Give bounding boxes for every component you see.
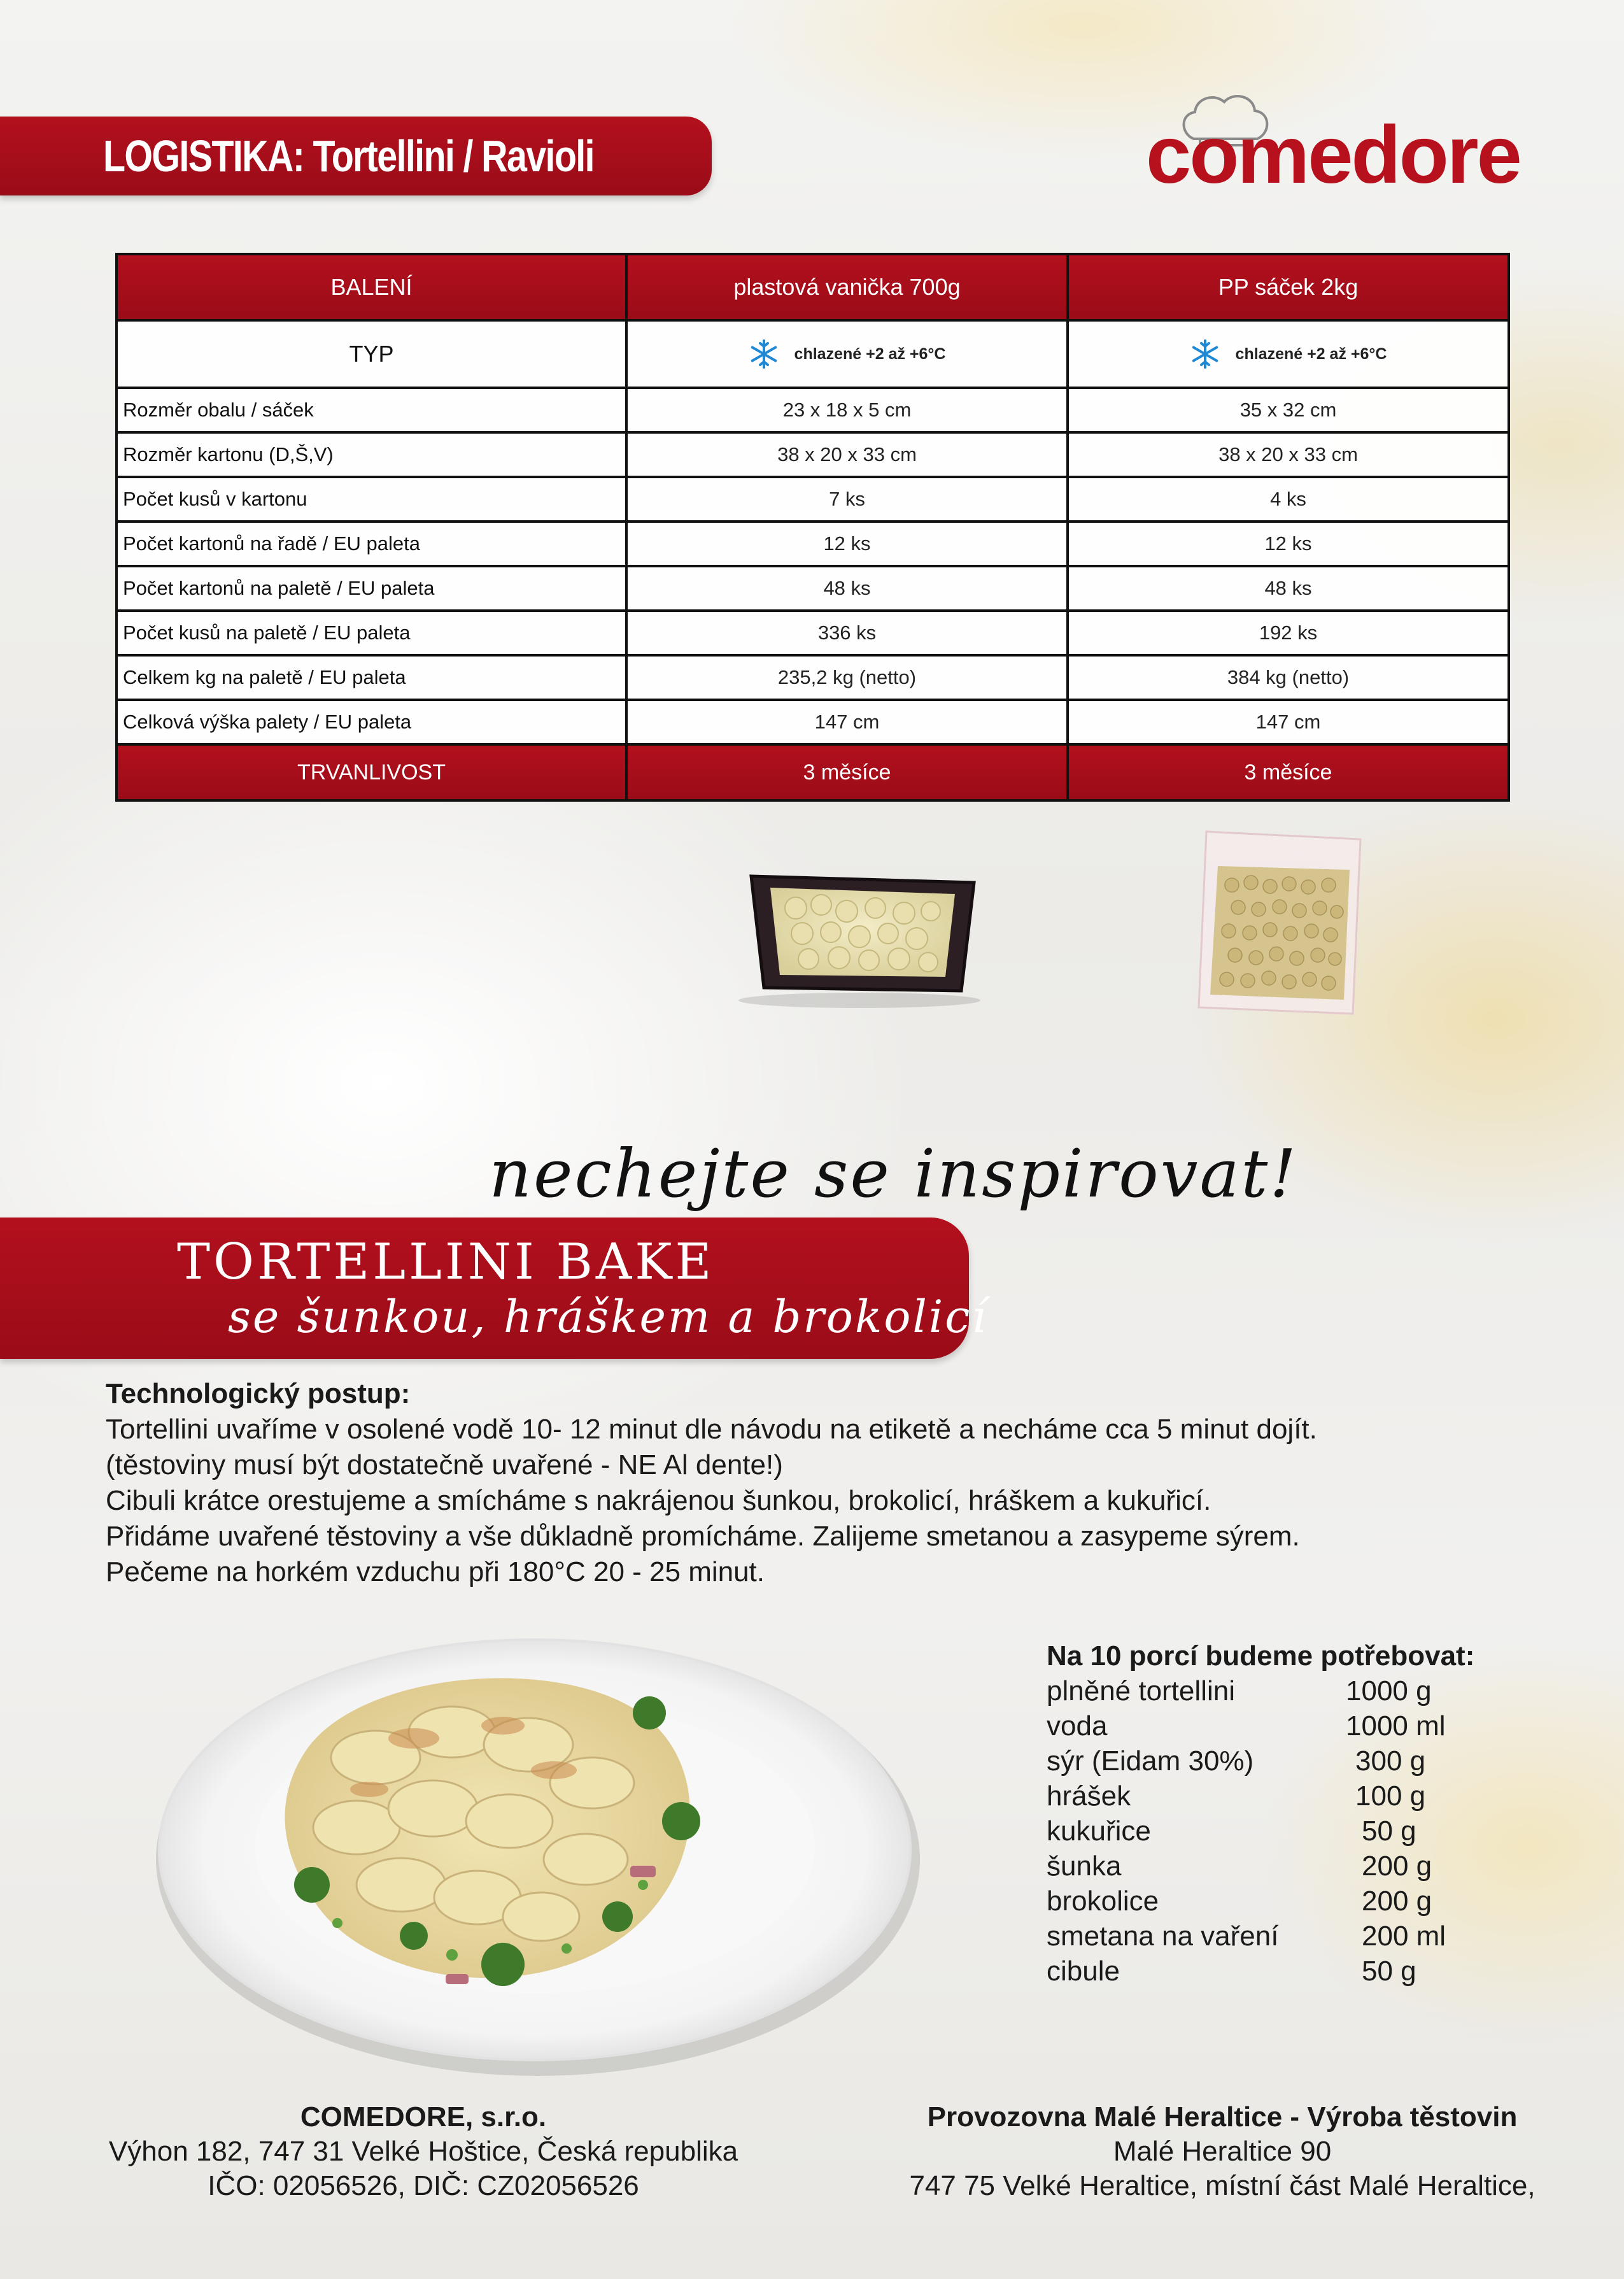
- ingredient-item: [1047, 1814, 1492, 1849]
- procedure-line: Přidáme uvařené těstoviny a vše důkladně promícháme. Zalijeme smetanou a zasypeme sýrem.: [106, 1521, 1300, 1552]
- comedore-logo: [1146, 89, 1520, 201]
- ingredient-item: [1047, 1778, 1492, 1814]
- ingredient-name: šunka: [1047, 1850, 1122, 1882]
- row-value: 147 cm: [626, 700, 1068, 744]
- header-cell-packaging: BALENÍ: [117, 254, 626, 320]
- procedure-heading: Technologický postup:: [106, 1378, 411, 1409]
- recipe-title-band: [0, 1218, 988, 1359]
- ingredient-qty: 100 g: [1355, 1780, 1426, 1812]
- recipe-subtitle: se šunkou, hráškem a brokolicí: [228, 1291, 988, 1343]
- logistics-table: [115, 253, 1510, 802]
- shelf-life-bag: 3 měsíce: [1068, 744, 1509, 800]
- row-value: 38 x 20 x 33 cm: [626, 432, 1068, 477]
- plant-name: Provozovna Malé Heraltice - Výroba těstovin: [927, 2101, 1518, 2133]
- ingredient-name: plněné tortellini: [1047, 1675, 1235, 1707]
- ingredient-item: [1047, 1708, 1492, 1743]
- table-row: [117, 477, 1509, 522]
- plant-address-1: Malé Heraltice 90: [1113, 2136, 1332, 2167]
- table-row: [117, 522, 1509, 566]
- company-address: Výhon 182, 747 31 Velké Hoštice, Česká republika: [108, 2136, 738, 2167]
- row-value: 48 ks: [626, 566, 1068, 611]
- row-label: Celková výška palety / EU paleta: [117, 700, 626, 744]
- ingredient-name: smetana na vaření: [1047, 1920, 1279, 1952]
- ingredient-item: [1047, 1743, 1492, 1778]
- ingredient-name: cibule: [1047, 1956, 1120, 1987]
- row-value: 235,2 kg (netto): [626, 655, 1068, 700]
- recipe-title: TORTELLINI BAKE: [177, 1233, 715, 1291]
- procedure-line: (těstoviny musí být dostatečně uvařené - NE Al dente!): [106, 1449, 783, 1480]
- ingredient-item: [1047, 1884, 1492, 1919]
- table-header-row: [117, 254, 1509, 320]
- company-ids: IČO: 02056526, DIČ: CZ02056526: [208, 2170, 639, 2201]
- procedure-block: [106, 1376, 1379, 1590]
- row-label: Počet kusů na paletě / EU paleta: [117, 611, 626, 655]
- row-value: 336 ks: [626, 611, 1068, 655]
- tray-product-image: [726, 851, 993, 1010]
- row-label: Počet kartonů na řadě / EU paleta: [117, 522, 626, 566]
- row-label: Rozměr obalu / sáček: [117, 388, 626, 432]
- ingredient-qty: 1000 g: [1346, 1675, 1432, 1707]
- ingredient-name: voda: [1047, 1710, 1108, 1742]
- table-row: [117, 432, 1509, 477]
- ingredient-name: kukuřice: [1047, 1815, 1151, 1847]
- ingredient-qty: 300 g: [1355, 1745, 1426, 1777]
- row-label: Počet kartonů na paletě / EU paleta: [117, 566, 626, 611]
- plant-address-2: 747 75 Velké Heraltice, místní část Malé Heraltice,: [909, 2170, 1536, 2201]
- page-title: LOGISTIKA: Tortellini / Ravioli: [103, 131, 594, 181]
- row-value: 48 ks: [1068, 566, 1509, 611]
- bag-product-image: [1194, 828, 1369, 1019]
- ingredient-item: [1047, 1849, 1492, 1884]
- procedure-line: Tortellini uvaříme v osolené vodě 10- 12 minut dle návodu na etiketě a necháme cca 5 minut dojít.: [106, 1414, 1317, 1445]
- table-row: [117, 566, 1509, 611]
- storage-temp-tray: chlazené +2 až +6°C: [794, 344, 946, 363]
- row-value: 38 x 20 x 33 cm: [1068, 432, 1509, 477]
- footer-plant: [904, 2100, 1541, 2203]
- row-value: 7 ks: [626, 477, 1068, 522]
- table-footer-row: [117, 744, 1509, 800]
- type-cell-tray: [626, 320, 1068, 388]
- row-value: 147 cm: [1068, 700, 1509, 744]
- procedure-line: Pečeme na horkém vzduchu při 180°C 20 - 25 minut.: [106, 1556, 765, 1587]
- ingredient-qty: 1000 ml: [1346, 1710, 1446, 1742]
- header-cell-tray: plastová vanička 700g: [626, 254, 1068, 320]
- footer-company: [108, 2100, 738, 2203]
- ingredient-qty: 200 ml: [1362, 1920, 1446, 1952]
- type-cell-bag: [1068, 320, 1509, 388]
- ingredient-item: [1047, 1954, 1492, 1989]
- ingredient-name: sýr (Eidam 30%): [1047, 1745, 1254, 1777]
- snowflake-icon: [1190, 339, 1220, 369]
- table-type-row: [117, 320, 1509, 388]
- shelf-life-tray: 3 měsíce: [626, 744, 1068, 800]
- procedure-line: Cibuli krátce orestujeme a smícháme s nakrájenou šunkou, brokolicí, hráškem a kukuřicí.: [106, 1485, 1211, 1516]
- row-value: 384 kg (netto): [1068, 655, 1509, 700]
- ingredient-item: [1047, 1673, 1492, 1708]
- row-label: Celkem kg na paletě / EU paleta: [117, 655, 626, 700]
- ingredient-name: brokolice: [1047, 1885, 1159, 1917]
- ingredient-qty: 200 g: [1362, 1850, 1432, 1882]
- ingredients-block: [1047, 1638, 1492, 1989]
- snowflake-icon: [749, 339, 779, 369]
- row-value: 23 x 18 x 5 cm: [626, 388, 1068, 432]
- company-name: COMEDORE, s.r.o.: [300, 2101, 547, 2133]
- ingredient-item: [1047, 1919, 1492, 1954]
- table-row: [117, 700, 1509, 744]
- logo-wordmark: comedore: [1146, 110, 1520, 201]
- row-label: Počet kusů v kartonu: [117, 477, 626, 522]
- table-row: [117, 388, 1509, 432]
- header-cell-bag: PP sáček 2kg: [1068, 254, 1509, 320]
- row-label: Rozměr kartonu (D,Š,V): [117, 432, 626, 477]
- row-value: 192 ks: [1068, 611, 1509, 655]
- row-value: 12 ks: [626, 522, 1068, 566]
- ingredients-heading: Na 10 porcí budeme potřebovat:: [1047, 1640, 1475, 1672]
- type-label: TYP: [117, 320, 626, 388]
- ingredient-qty: 50 g: [1362, 1815, 1416, 1847]
- ingredient-qty: 200 g: [1362, 1885, 1432, 1917]
- ingredient-qty: 50 g: [1362, 1956, 1416, 1987]
- ingredient-name: hrášek: [1047, 1780, 1131, 1812]
- row-value: 12 ks: [1068, 522, 1509, 566]
- row-value: 35 x 32 cm: [1068, 388, 1509, 432]
- row-value: 4 ks: [1068, 477, 1509, 522]
- table-row: [117, 611, 1509, 655]
- dish-photo: [146, 1617, 929, 2082]
- table-row: [117, 655, 1509, 700]
- tagline: nechejte se inspirovat!: [489, 1135, 1299, 1212]
- storage-temp-bag: chlazené +2 až +6°C: [1235, 344, 1387, 363]
- header-band: [0, 117, 712, 195]
- shelf-life-label: TRVANLIVOST: [117, 744, 626, 800]
